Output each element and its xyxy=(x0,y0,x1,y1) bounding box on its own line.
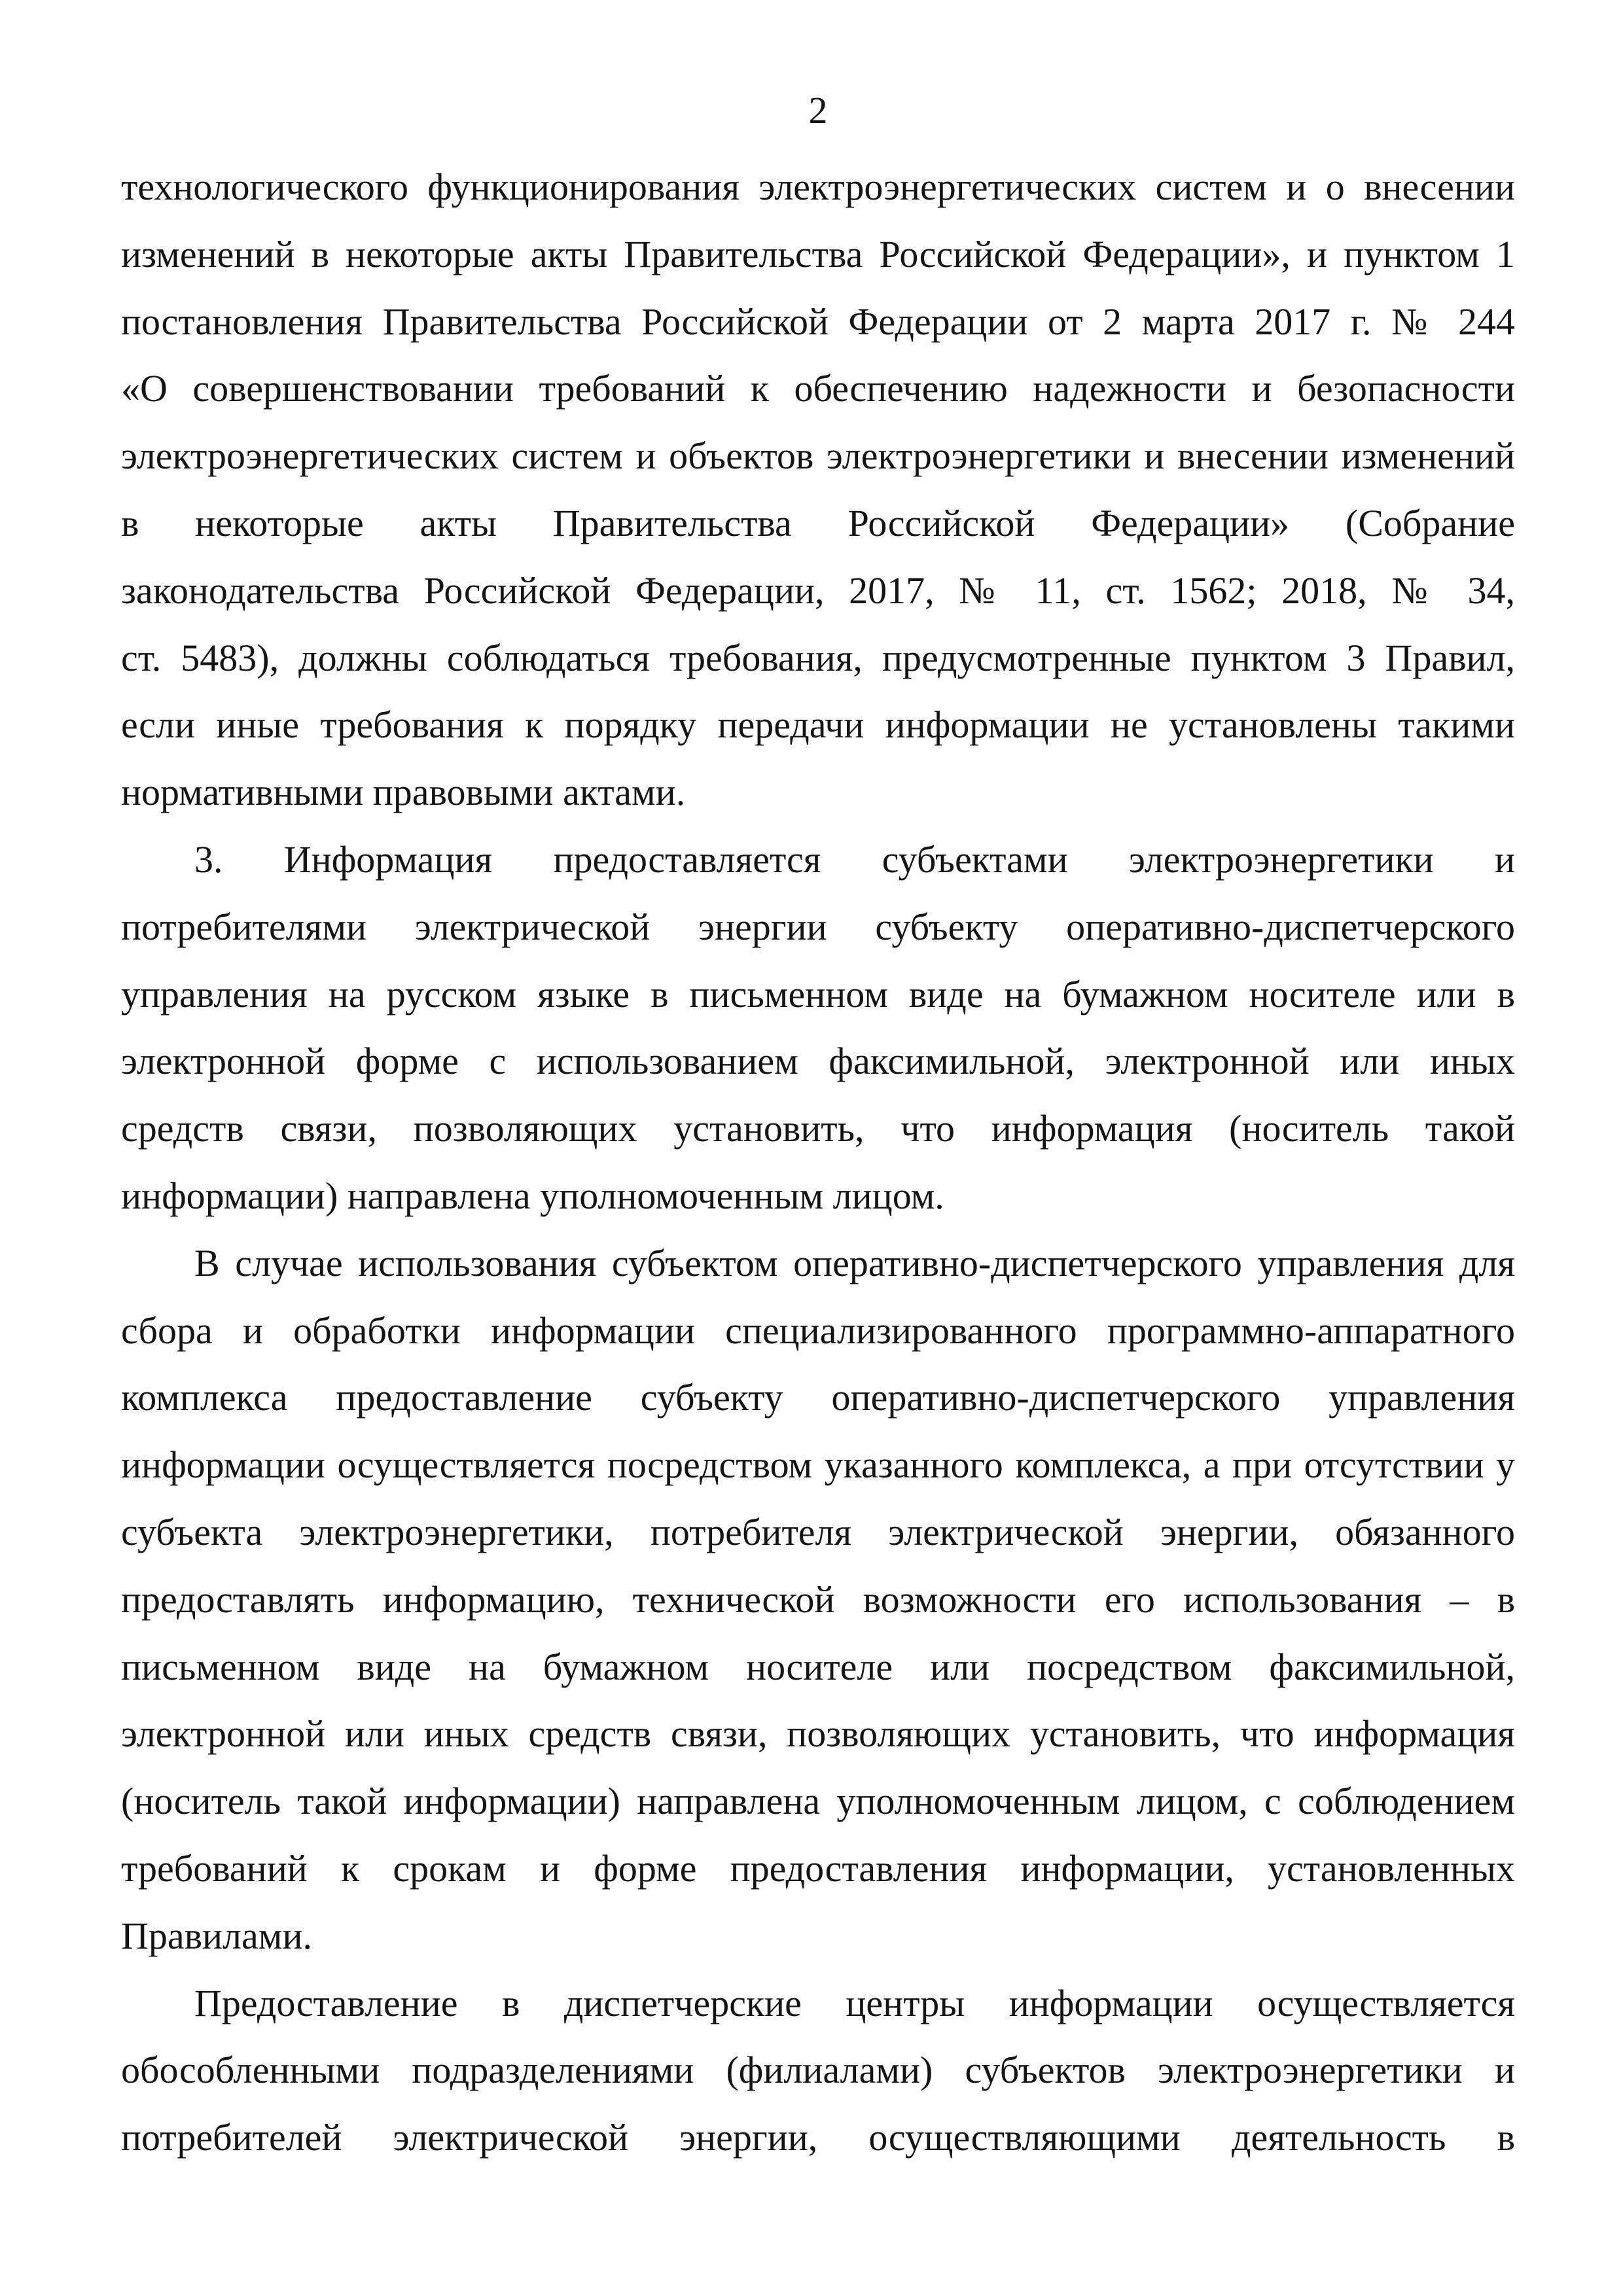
text-line: ст. 5483), должны соблюдаться требования, предусмотренные пунктом 3 Правил, xyxy=(121,636,1515,679)
text-line: письменном виде на бумажном носителе или посредством факсимильной, xyxy=(121,1645,1515,1688)
text-line: постановления Правительства Российской Федерации от 2 марта 2017 г. № 244 xyxy=(121,300,1515,343)
text-line: технологического функционирования электроэнергетических систем и о внесении xyxy=(121,166,1515,208)
text-line: изменений в некоторые акты Правительства Российской Федерации», и пунктом 1 xyxy=(121,232,1515,275)
text-line: требований к срокам и форме предоставления информации, установленных xyxy=(121,1846,1515,1890)
text-line: электронной форме с использованием факсимильной, электронной или иных xyxy=(121,1040,1515,1083)
text-line: обособленными подразделениями (филиалами) субъектов электроэнергетики и xyxy=(121,2049,1515,2092)
text-line: 3. Информация предоставляется субъектами электроэнергетики и xyxy=(194,838,1515,881)
text-line: информации) направлена уполномоченным лицом. xyxy=(121,1174,944,1217)
paragraph-software-complex xyxy=(121,1230,1515,1970)
text-line: сбора и обработки информации специализированного программно-аппаратного xyxy=(121,1309,1515,1352)
text-line: средств связи, позволяющих установить, что информация (носитель такой xyxy=(121,1107,1515,1150)
text-line: потребителей электрической энергии, осуществляющими деятельность в xyxy=(121,2116,1515,2159)
text-line: нормативными правовыми актами. xyxy=(121,771,686,814)
text-line: В случае использования субъектом оперативно-диспетчерского управления для xyxy=(194,1241,1515,1284)
text-line: законодательства Российской Федерации, 2017, № 11, ст. 1562; 2018, № 34, xyxy=(121,569,1515,612)
text-line: электроэнергетических систем и объектов электроэнергетики и внесении изменений xyxy=(121,434,1515,478)
paragraph-dispatch-centers xyxy=(121,1970,1515,2172)
text-line: «О совершенствовании требований к обеспечению надежности и безопасности xyxy=(121,367,1515,410)
paragraph-continuation xyxy=(121,154,1515,826)
text-line: Правилами. xyxy=(121,1914,312,1957)
text-line: Предоставление в диспетчерские центры информации осуществляется xyxy=(194,1981,1515,2024)
text-line: комплекса предоставление субъекту оперативно-диспетчерского управления xyxy=(121,1376,1515,1419)
text-line: в некоторые акты Правительства Российской Федерации» (Собрание xyxy=(121,501,1515,544)
text-line: предоставлять информацию, технической возможности его использования – в xyxy=(121,1578,1515,1621)
paragraph-item-3 xyxy=(121,826,1515,1230)
document-body xyxy=(121,154,1515,2172)
text-line: потребителями электрической энергии субъекту оперативно-диспетчерского xyxy=(121,905,1515,948)
text-line: информации осуществляется посредством указанного комплекса, а при отсутствии у xyxy=(121,1443,1515,1487)
text-line: управления на русском языке в письменном виде на бумажном носителе или в xyxy=(121,972,1515,1016)
page-number: 2 xyxy=(808,89,828,132)
text-line: электронной или иных средств связи, позволяющих установить, что информация xyxy=(121,1712,1515,1756)
text-line: если иные требования к порядку передачи информации не установлены такими xyxy=(121,703,1515,747)
text-line: (носитель такой информации) направлена уполномоченным лицом, с соблюдением xyxy=(121,1780,1515,1823)
text-line: субъекта электроэнергетики, потребителя электрической энергии, обязанного xyxy=(121,1510,1515,1553)
